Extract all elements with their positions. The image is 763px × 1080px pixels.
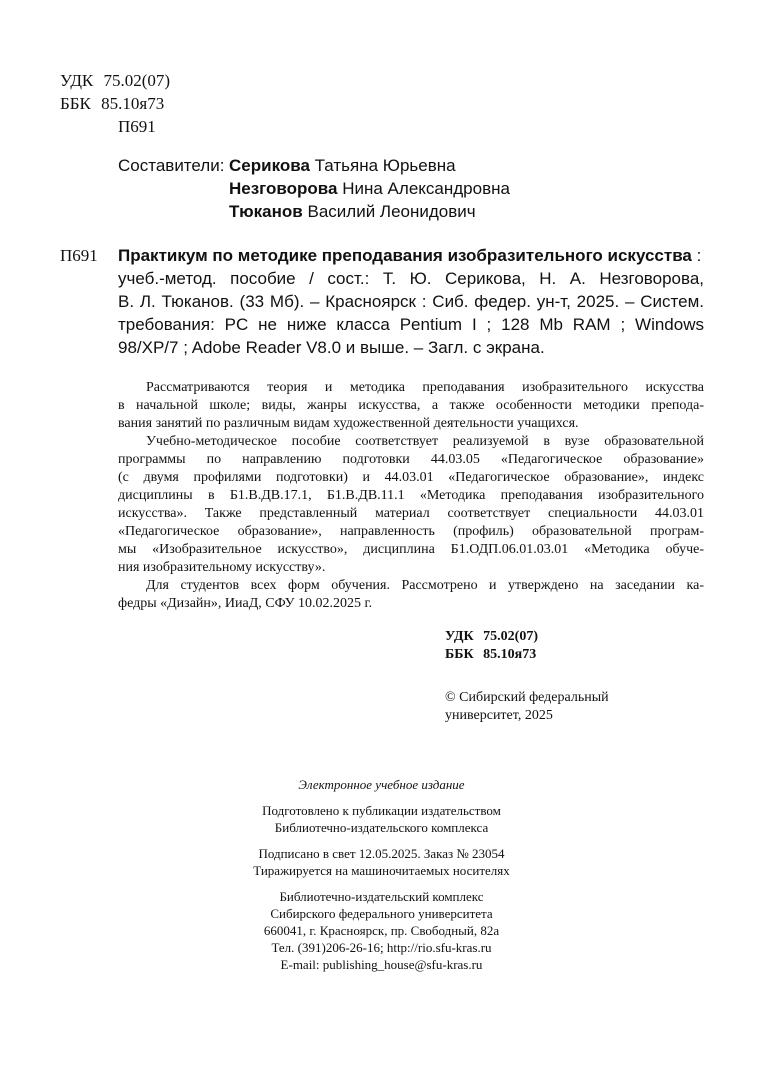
- biblio-line: 98/XP/7 ; Adobe Reader V8.0 и выше. – Загл. с экрана.: [118, 338, 545, 357]
- imprint: [160, 776, 603, 973]
- abstract-line: Для студентов всех форм обучения. Рассмотрено и утверждено на заседании ка-: [146, 578, 704, 593]
- bbk-value: 85.10я73: [483, 647, 537, 662]
- abstract-line: федры «Дизайн», ИиаД, СФУ 10.02.2025 г.: [118, 596, 373, 611]
- abstract-line: (с двумя профилями подготовки) и 44.03.01 «Педагогическое образование», индекс: [118, 470, 704, 485]
- compiler-surname: Серикова: [229, 156, 310, 175]
- signed-line: Тиражируется на машиночитаемых носителях: [253, 863, 510, 878]
- abstract: [118, 379, 704, 613]
- publisher-line: Сибирского федерального университета: [270, 906, 493, 921]
- abstract-line: Рассматриваются теория и методика преподавания изобразительного искусства: [146, 380, 704, 395]
- compiler-given: Василий Леонидович: [307, 202, 476, 221]
- abstract-line: искусства». Также представленный материал соответствует специальности 44.03.01: [118, 506, 704, 521]
- bbk-bottom: [445, 646, 536, 664]
- compilers-label: Составители:: [118, 156, 225, 175]
- abstract-line: вания занятий по различным видам художественной деятельности учащихся.: [118, 416, 579, 431]
- publisher-line: Библиотечно-издательский комплекс: [279, 889, 484, 904]
- abstract-line: дисциплины в Б1.В.ДВ.17.1, Б1.В.ДВ.11.1 «Методика преподавания изобразительного: [118, 488, 704, 503]
- abstract-line: программы по направлению подготовки 44.03.05 «Педагогическое образование»: [118, 452, 704, 467]
- udk-bottom: [445, 628, 538, 646]
- title-separator: :: [691, 246, 702, 265]
- signed-line: Подписано в свет 12.05.2025. Заказ № 23054: [258, 846, 505, 861]
- publisher-email: E-mail: publishing_house@sfu-kras.ru: [280, 957, 483, 972]
- abstract-line: в начальной школе; виды, жанры искусства, а также особенности методики препода-: [118, 398, 704, 413]
- compiler-2: [229, 179, 510, 199]
- compiler-3: [229, 202, 476, 222]
- bbk-top: [60, 94, 164, 114]
- copyright-line-2: университет, 2025: [445, 708, 553, 723]
- bbk-label: ББК: [60, 94, 91, 113]
- compiler-surname: Незговорова: [229, 179, 338, 198]
- udk-value: 75.02(07): [103, 71, 171, 90]
- prepared-line: Подготовлено к публикации издательством: [262, 803, 501, 818]
- biblio-line: требования: PC не ниже класса Pentium I ; 128 Mb RAM ; Windows: [118, 315, 704, 334]
- abstract-line: ния изобразительному искусству».: [118, 560, 326, 575]
- copyright-line-1: © Сибирский федеральный: [445, 690, 609, 705]
- abstract-line: Учебно-методическое пособие соответствует реализуемой в вузе образовательной: [146, 434, 704, 449]
- udk-top: [60, 71, 170, 91]
- udk-label: УДК: [445, 629, 474, 644]
- compiler-given: Нина Александровна: [342, 179, 510, 198]
- biblio-line: В. Л. Тюканов. (33 Мб). – Красноярск : Сиб. федер. ун-т, 2025. – Систем.: [118, 292, 704, 311]
- compiler-1: [229, 156, 456, 176]
- book-title: Практикум по методике преподавания изобразительного искусства: [118, 246, 692, 265]
- compiler-surname: Тюканов: [229, 202, 303, 221]
- compiler-given: Татьяна Юрьевна: [314, 156, 456, 175]
- abstract-line: мы «Изобразительное искусство», дисциплина Б1.ОДП.06.01.03.01 «Методика обуче-: [118, 542, 704, 557]
- udk-label: УДК: [60, 71, 94, 90]
- biblio-line: учеб.-метод. пособие / сост.: Т. Ю. Серикова, Н. А. Незговорова,: [118, 269, 704, 288]
- abstract-line: «Педагогическое образование», направленность (профиль) образовательной програм-: [118, 524, 704, 539]
- biblio-title-line: [118, 246, 704, 266]
- biblio-mark: П691: [60, 246, 98, 265]
- bbk-value: 85.10я73: [101, 94, 165, 113]
- publisher-address: 660041, г. Красноярск, пр. Свободный, 82а: [263, 923, 500, 938]
- bbk-label: ББК: [445, 647, 474, 662]
- edition-type: Электронное учебное издание: [298, 777, 465, 792]
- biblio-record: [118, 246, 704, 358]
- udk-value: 75.02(07): [483, 629, 538, 644]
- prepared-line: Библиотечно-издательского комплекса: [274, 820, 489, 835]
- publisher-phone: Тел. (391)206-26-16; http://rio.sfu-kras.ru: [271, 940, 492, 955]
- author-mark-top: П691: [118, 117, 156, 136]
